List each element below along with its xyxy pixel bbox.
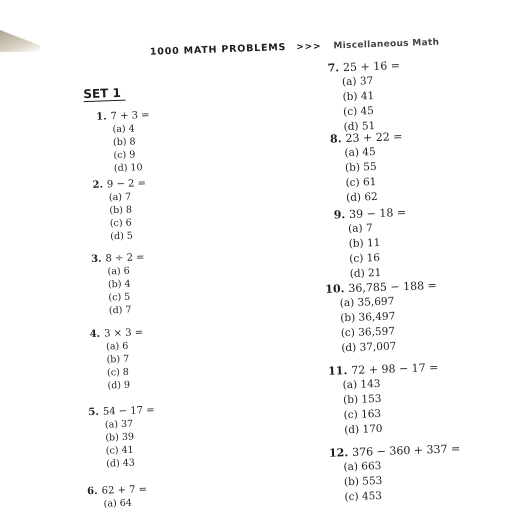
answer-option: (a) 45 [344, 145, 376, 160]
answer-option: (a) 4 [112, 123, 135, 136]
problem-1 [96, 109, 152, 176]
answer-option: (d) 51 [343, 119, 376, 134]
problem-11 [328, 360, 441, 439]
problem-7 [327, 58, 402, 135]
problem-number: 1. [95, 111, 107, 123]
answer-option: (c) 36,597 [340, 325, 396, 340]
problem-10 [325, 278, 439, 357]
running-header [150, 37, 440, 58]
problem-expression: 25 + 16 = [342, 59, 401, 75]
answer-option: (d) 37,007 [341, 340, 397, 355]
book-title: 1000 MATH PROBLEMS [149, 42, 287, 58]
problem-number: 2. [92, 179, 104, 191]
answer-option: (c) 453 [344, 489, 383, 504]
answer-option: (a) 64 [103, 497, 133, 510]
answer-option: (c) 9 [113, 149, 136, 162]
answer-option: (a) 37 [341, 75, 374, 89]
answer-option: (b) 8 [109, 204, 133, 217]
problem-number: 11. [327, 364, 348, 378]
set-title: SET 1 [83, 86, 125, 102]
problem-number: 5. [88, 406, 100, 419]
answer-option: (b) 7 [106, 353, 130, 366]
answer-option: (d) 62 [345, 190, 378, 205]
problem-6 [87, 483, 148, 511]
problem-number: 7. [327, 61, 340, 75]
problem-expression: 376 − 360 + 337 = [351, 442, 461, 459]
problem-expression: 36,785 − 188 = [348, 278, 438, 296]
answer-option: (a) 143 [342, 377, 381, 392]
problem-expression: 8 ÷ 2 = [105, 252, 145, 265]
problem-question [96, 109, 150, 124]
problem-question [333, 205, 406, 223]
problem-question [327, 58, 400, 76]
problem-number: 10. [325, 282, 345, 296]
answer-option: (d) 21 [349, 266, 382, 280]
header-arrows: >>> [296, 41, 322, 53]
answer-option: (a) 7 [347, 222, 373, 235]
answer-option: (d) 43 [106, 457, 136, 470]
problem-number: 4. [89, 328, 101, 341]
answer-option: (b) 4 [107, 278, 131, 291]
problem-2 [92, 177, 148, 244]
answer-option: (a) 6 [105, 340, 129, 353]
answer-option: (b) 55 [344, 160, 377, 175]
problem-4 [90, 326, 146, 393]
problem-12 [329, 441, 462, 506]
problem-expression: 54 − 17 = [102, 404, 155, 418]
answer-option: (b) 153 [342, 392, 382, 407]
answer-option: (b) 11 [348, 236, 381, 250]
answer-option: (b) 39 [105, 431, 135, 444]
problem-expression: 39 − 18 = [348, 205, 407, 221]
answer-option: (c) 16 [349, 251, 381, 265]
problem-9 [333, 205, 408, 282]
problem-3 [91, 251, 147, 318]
answer-option: (a) 6 [107, 265, 130, 278]
problem-expression: 7 + 3 = [110, 109, 150, 123]
problem-expression: 9 − 2 = [106, 178, 147, 191]
answer-option: (d) 170 [344, 422, 383, 437]
problem-8 [330, 129, 405, 206]
problem-expression: 23 + 22 = [345, 130, 403, 146]
problem-number: 8. [329, 132, 342, 146]
problem-question [91, 251, 145, 266]
answer-option: (c) 5 [108, 291, 131, 304]
problem-expression: 3 × 3 = [103, 327, 144, 340]
answer-option: (c) 8 [106, 366, 130, 379]
answer-option: (a) 37 [104, 418, 134, 431]
answer-option: (b) 8 [112, 136, 136, 149]
problem-question [92, 177, 146, 192]
answer-option: (c) 6 [109, 217, 132, 230]
section-name: Miscellaneous Math [333, 37, 440, 52]
problem-number: 12. [328, 446, 349, 460]
answer-option: (a) 663 [343, 459, 382, 474]
problem-5 [88, 404, 156, 471]
answer-option: (c) 41 [105, 444, 134, 457]
answer-option: (c) 45 [342, 105, 375, 119]
answer-option: (a) 35,697 [339, 295, 395, 310]
answer-option: (c) 163 [343, 407, 382, 422]
problem-question [90, 326, 144, 341]
answer-option: (b) 41 [342, 90, 375, 104]
answer-option: (d) 5 [110, 230, 134, 243]
problem-number: 6. [87, 485, 98, 498]
problem-number: 9. [333, 208, 346, 222]
answer-option: (d) 9 [107, 379, 131, 392]
answer-option: (c) 61 [345, 175, 377, 190]
answer-option: (d) 10 [113, 162, 143, 175]
answer-option: (a) 7 [108, 191, 132, 204]
problem-expression: 72 + 98 − 17 = [351, 360, 439, 377]
answer-option: (b) 36,497 [340, 310, 396, 325]
problem-number: 3. [90, 253, 102, 265]
answer-option: (d) 7 [108, 304, 132, 317]
problem-question [330, 129, 403, 147]
answer-option: (b) 553 [343, 474, 383, 489]
problem-question [87, 483, 147, 498]
problem-question [88, 404, 155, 419]
problem-expression: 62 + 7 = [101, 484, 148, 497]
